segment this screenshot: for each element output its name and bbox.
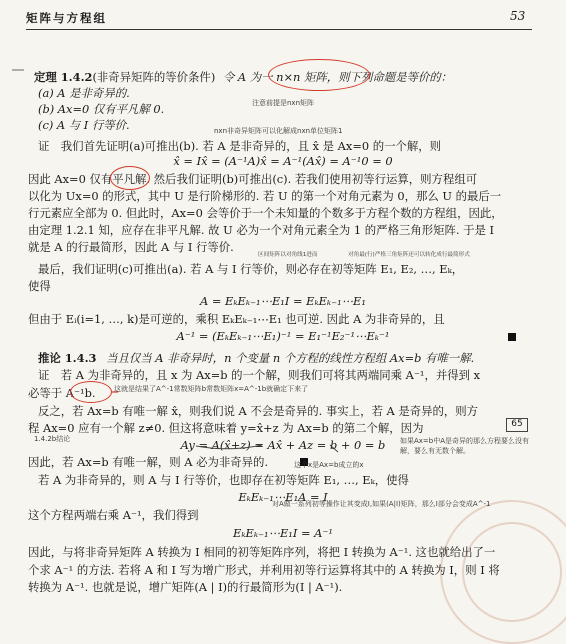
annotation-nonsingular-identity: nxn非奇异矩阵可以化解成nxn单位矩阵1 xyxy=(214,127,343,135)
proof-line-3: 因此 Ax=0 仅有平凡解. 然后我们证明(b)可推出(c). 若我们使用初等行运算，则方程组可 xyxy=(28,172,478,186)
cor-proof-line-7: 若 A 为非奇异的，则 A 与 I 行等价，也即存在初等矩阵 E₁, …, Eₖ，使得 xyxy=(38,473,409,487)
theorem-label: 定理 1.4.2 xyxy=(34,70,93,84)
proof-equation-2: A = EₖEₖ₋₁⋯E₁I = EₖEₖ₋₁⋯E₁ xyxy=(200,294,366,308)
cor-equation-1: Ay = A(x̂+z) = Ax̂ + Az = b + 0 = b xyxy=(180,438,386,452)
annotation-nxn-premise: 注意前提是nxn矩阵 xyxy=(252,99,315,107)
running-header-title: 矩阵与方程组 xyxy=(26,11,107,25)
margin-number-box: 65 xyxy=(506,418,528,432)
theorem-item-a: (a) A 是非奇异的. xyxy=(38,86,130,100)
cor-equation-2: EₖEₖ₋₁⋯E₁A = I xyxy=(238,490,328,504)
cor-equation-3: EₖEₖ₋₁⋯E₁I = A⁻¹ xyxy=(233,526,333,540)
cor-proof-line-2: 必等于 A⁻¹b. xyxy=(28,386,96,400)
proof-line-9: 使得 xyxy=(28,279,51,293)
annotation-ref: 对角最(行)严格三角矩阵还可以转化成行最简形式 xyxy=(348,252,470,258)
annotation-142b: 1.4.2b结论 xyxy=(34,435,71,443)
annotation-row-ops: 区间矩阵以对角线1进而 xyxy=(258,252,318,258)
proof-line-8: 最后，我们证明(c)可推出(a). 若 A 与 I 行等价，则必存在初等矩阵 E₁, E₂, …, Eₖ， xyxy=(38,262,464,276)
proof-line-4: 以化为 Ux=0 的形式，其中 U 是行阶梯形的. 若 U 的第一个对角元素为 0，那么 U 的最后一 xyxy=(28,189,502,203)
proof-line-7: 就是 A 的行最简形，因此 A 与 I 行等价. xyxy=(28,240,234,254)
corollary-text: 当且仅当 A 非奇异时，n 个变量 n 个方程的线性方程组 Ax=b 有唯一解. xyxy=(106,351,475,365)
proof-line-6: 由定理 1.2.1 知，应存在非平凡解. 故 U 必为一个对角元素全为 1 的严格三角形矩阵. 于是 I xyxy=(28,223,495,237)
proof-line-11: 但由于 Eᵢ(i=1, …, k)是可逆的，乘积 EₖEₖ₋₁⋯E₁ 也可逆. 因此 A 为非奇异的，且 xyxy=(28,312,445,326)
proof-equation-1: x̂ = Ix̂ = (A⁻¹A)x̂ = A⁻¹(Ax̂) = A⁻¹0 = 0 xyxy=(173,154,393,168)
theorem-title: (非奇异矩阵的等价条件) xyxy=(92,70,216,84)
cor-proof-line-6: 因此，若 Ax=b 有唯一解，则 A 必为非奇异的. xyxy=(28,455,269,469)
proof-line-5: 行元素应全部为 0. 但此时，Ax=0 会等价于一个未知量的个数多于方程个数的方程组，因此， xyxy=(28,206,503,220)
cor-proof-line-9: 这个方程两端右乘 A⁻¹，我们得到 xyxy=(28,508,199,522)
theorem-statement: 令 A 为一 n×n 矩阵，则下列命题是等价的： xyxy=(222,70,453,84)
annotation-unique-x: 这个x是Ax=b成立的x xyxy=(294,461,364,469)
proof-equation-3: A⁻¹ = (EₖEₖ₋₁⋯E₁)⁻¹ = E₁⁻¹E₂⁻¹⋯Eₖ⁻¹ xyxy=(176,329,390,343)
cor-proof-line-1: 证 若 A 为非奇异的，且 x 为 Ax=b 的一个解，则我们可将其两端同乘 A⁻¹，并得到 x xyxy=(38,368,481,382)
cor-proof-line-13: 转换为 A⁻¹. 也就是说，增广矩阵(A | I)的行最简形为(I | A⁻¹). xyxy=(28,580,343,594)
annotation-elementary-ops: 对A做一系列初等操作让其变成I,如果(A|I)矩阵，那么I部分会变成A^-1 xyxy=(272,500,491,508)
cor-proof-line-11: 因此，与将非奇异矩阵 A 转换为 I 相同的初等矩阵序列，将把 I 转换为 A⁻¹. 这也就给出了一 xyxy=(28,545,496,559)
cor-proof-line-4: 程 Ax=0 应有一个解 z≠0. 但这将意味着 y=x̂+z 为 Ax=b 的第二个解，因为 xyxy=(28,421,424,435)
theorem-item-b: (b) Ax=0 仅有平凡解 0. xyxy=(38,102,165,116)
corollary-label: 推论 1.4.3 xyxy=(38,351,97,365)
annotation-inverse-result: 这就是结果了A^-1常数矩阵b常数矩阵x=A^-1b就确定下来了 xyxy=(114,385,309,393)
page-number: 53 xyxy=(510,9,526,23)
theorem-item-c: (c) A 与 I 行等价. xyxy=(38,118,130,132)
annotation-singular: 如果Ax=b中A是奇异的那么方程要么没有解，要么有无数个解。 xyxy=(400,437,530,455)
cor-proof-line-3: 反之，若 Ax=b 有唯一解 x̂，则我们说 A 不会是奇异的. 事实上，若 A 是奇异的，则方 xyxy=(38,404,479,418)
proof-line-1: 证 我们首先证明(a)可推出(b). 若 A 是非奇异的，且 x̂ 是 Ax=0 的一个解，则 xyxy=(38,139,442,153)
cor-proof-line-12: 个求 A⁻¹ 的方法. 若将 A 和 I 写为增广形式，并利用初等行运算将其中的 A 转换为 I，则 I 将 xyxy=(28,563,500,577)
